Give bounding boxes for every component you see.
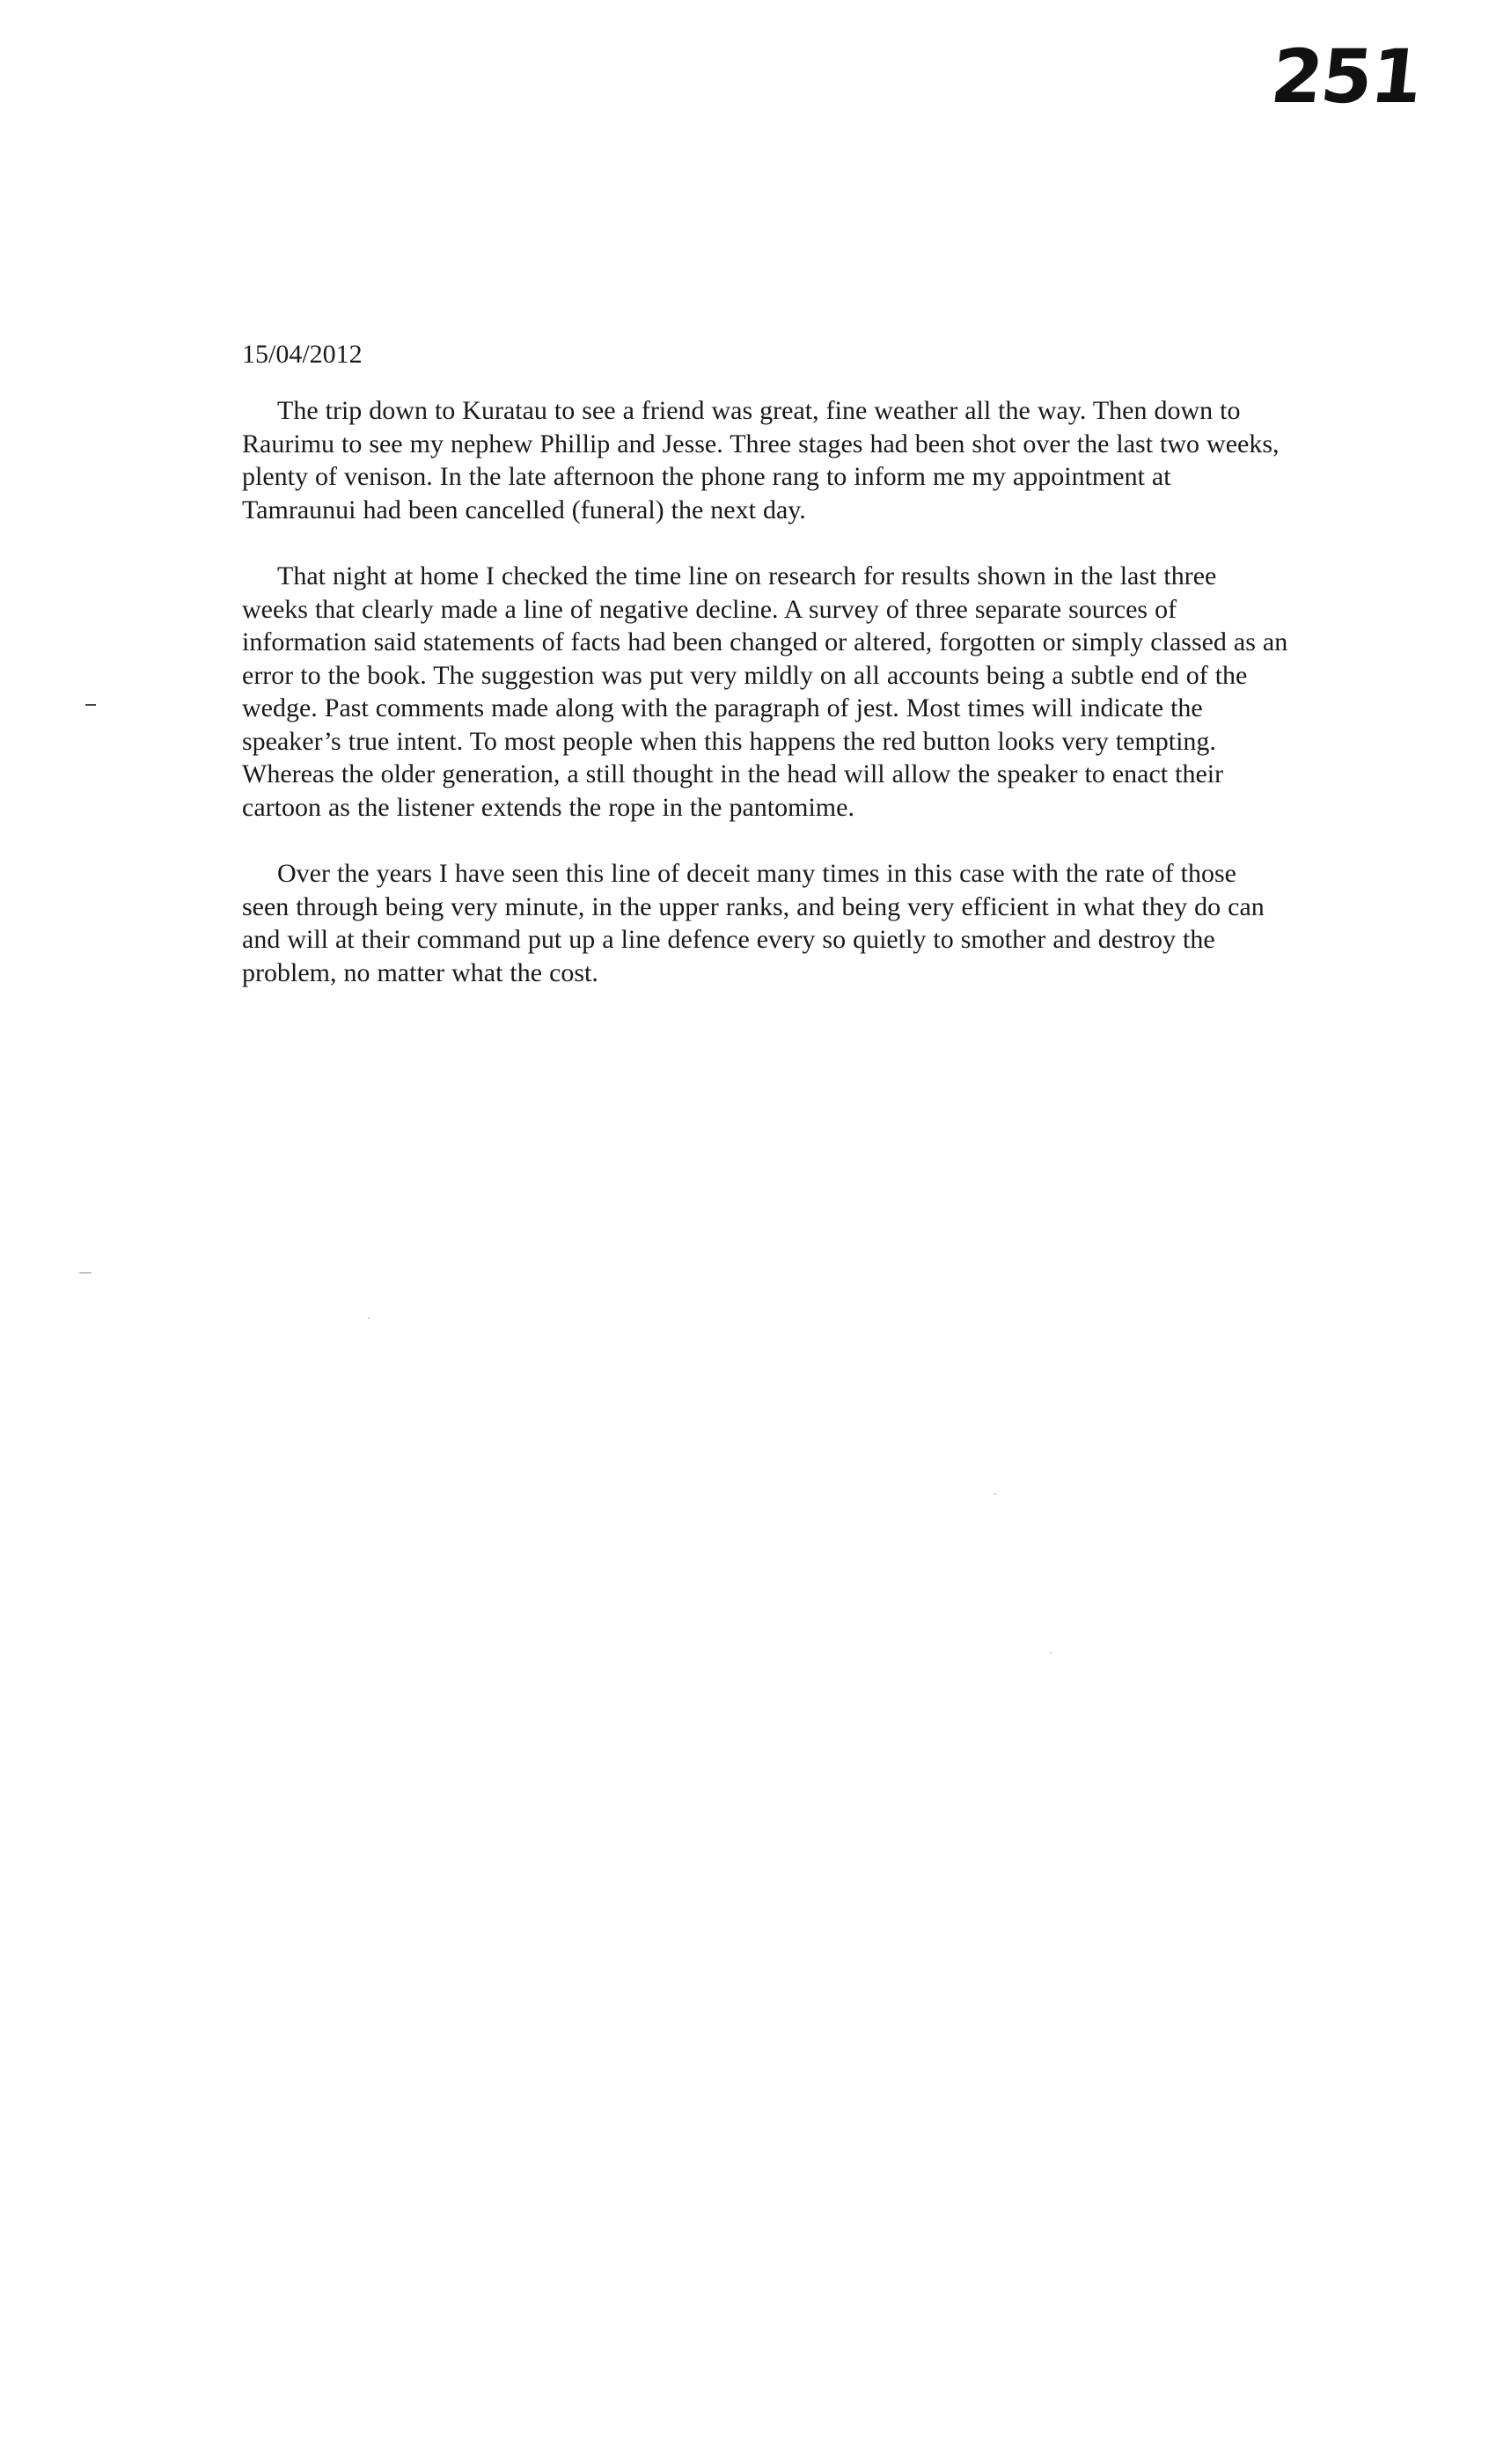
margin-dash-mark [79,1272,92,1273]
document-body [242,338,1289,1023]
scan-speck [994,1493,996,1495]
paragraph-1: The trip down to Kuratau to see a friend was great, fine weather all the way. Then down to Raurimu to see my nephew Phillip and Jesse. Three stages had been shot over the last two weeks, plenty of venison. In the late afternoon the phone rang to inform me my appointment at Tamraunui had been cancelled (funeral) the next day. [242,396,1280,524]
page-number: 251 [1266,33,1426,120]
scan-speck [1050,1652,1052,1654]
paragraph-3: Over the years I have seen this line of deceit many times in this case with the rate of those seen through being very minute, in the upper ranks, and being very efficient in what they do can and will at their command put up a line defence every so quietly to smother and destroy the problem, no matter what the cost. [242,859,1265,987]
margin-dash-mark [85,704,96,706]
scan-speck [368,1317,370,1319]
paragraph-2: That night at home I checked the time line on research for results shown in the last three weeks that clearly made a line of negative decline. A survey of three separate sources of information said statements of facts had been changed or altered, forgotten or simply classed as an error to the book. The suggestion was put very mildly on all accounts being a subtle end of the wedge. Past comments made along with the paragraph of jest. Most times will indicate the speaker’s true intent. To most people when this happens the red button looks very tempting. Whereas the older generation, a still thought in the head will allow the speaker to enact their cartoon as the listener extends the rope in the pantomime. [242,561,1288,822]
entry-date: 15/04/2012 [242,340,363,369]
